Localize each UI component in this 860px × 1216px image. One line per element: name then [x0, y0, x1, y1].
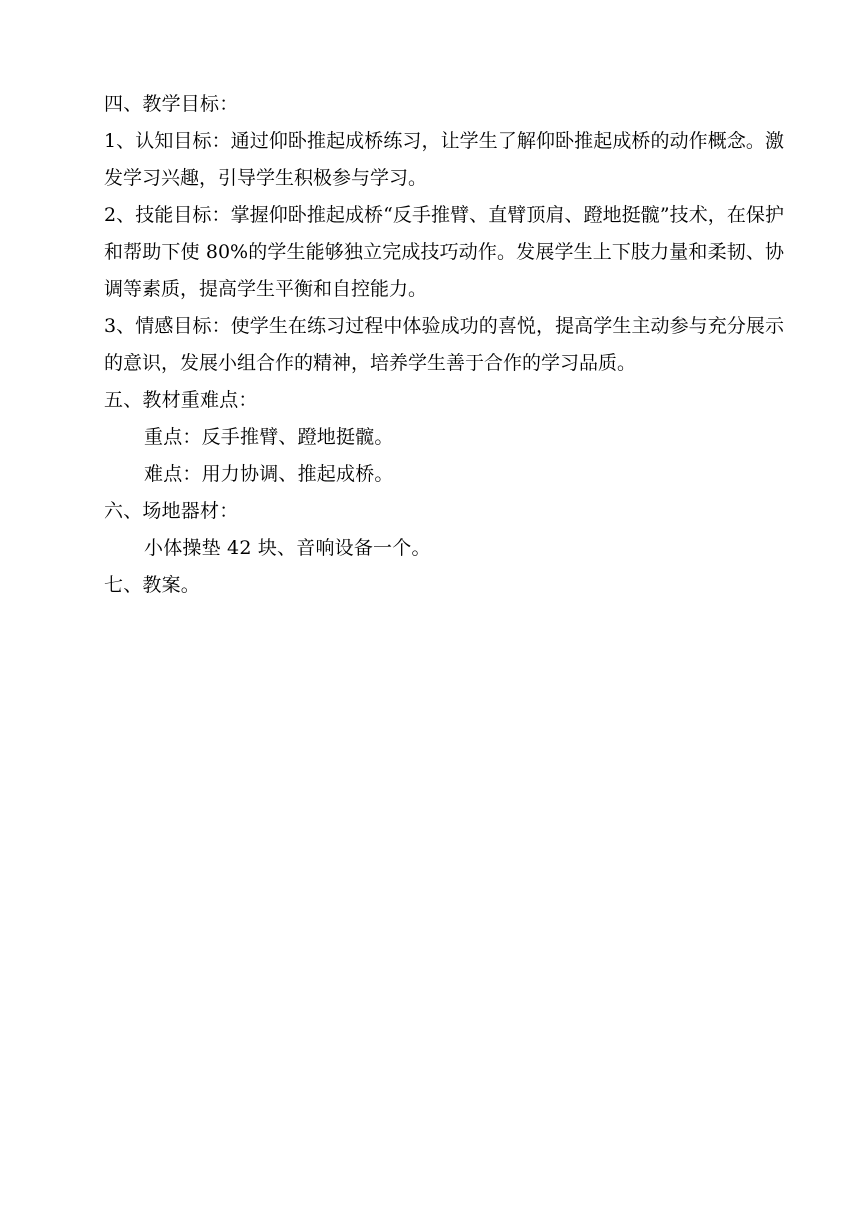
skill-goal-paragraph: 2、技能目标：掌握仰卧推起成桥“反手推臂、直臂顶肩、蹬地挺髋”技术，在保护和帮助下使 80%的学生能够独立完成技巧动作。发展学生上下肢力量和柔韧、协调等素质，提高学生平衡和自控能力。	[104, 204, 784, 300]
section-heading-lesson-plan: 七、教案。	[104, 574, 201, 596]
section-heading-key-points: 五、教材重难点：	[104, 389, 258, 411]
section-heading-venue-equipment: 六、场地器材：	[104, 500, 239, 522]
cognitive-goal-paragraph: 1、认知目标：通过仰卧推起成桥练习，让学生了解仰卧推起成桥的动作概念。激发学习兴趣，引导学生积极参与学习。	[104, 130, 784, 189]
section-heading-teaching-goals: 四、教学目标：	[104, 93, 239, 115]
difficult-point-text: 难点：用力协调、推起成桥。	[144, 463, 394, 485]
key-point-text: 重点：反手推臂、蹬地挺髋。	[144, 426, 394, 448]
equipment-text: 小体操垫 42 块、音响设备一个。	[144, 537, 431, 559]
emotional-goal-paragraph: 3、情感目标：使学生在练习过程中体验成功的喜悦，提高学生主动参与充分展示的意识，发展小组合作的精神，培养学生善于合作的学习品质。	[104, 315, 784, 374]
document-body	[104, 86, 784, 604]
